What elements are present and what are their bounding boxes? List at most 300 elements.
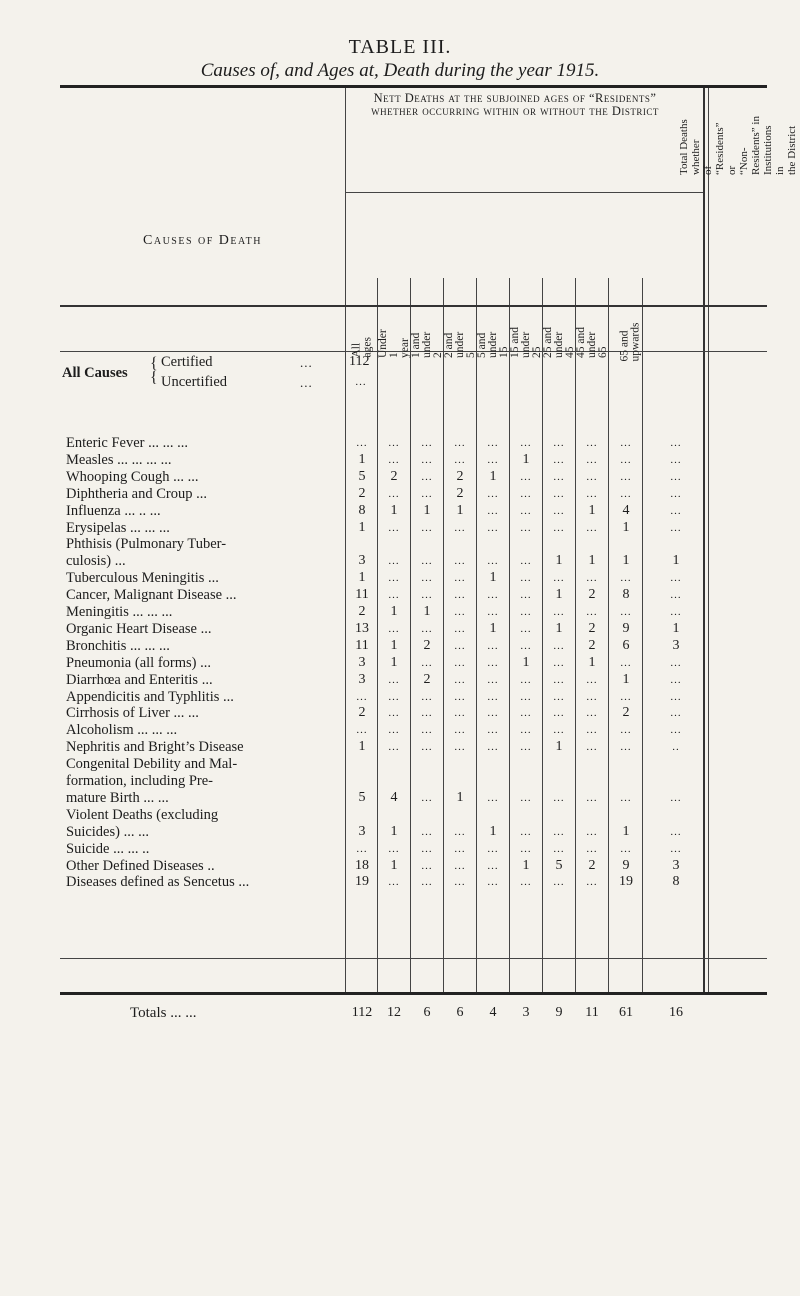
cause-value-cell: ... [421,741,433,754]
cause-value-cell: 1 [456,502,464,518]
cause-value-cell: ... [553,656,565,669]
cause-value-cell: ... [454,639,466,652]
cause-value-cell: ... [487,521,499,534]
cause-value-cell: ... [454,656,466,669]
cause-value-cell: ... [388,453,400,466]
cause-value-cell: ... [670,690,682,703]
cause-value-cell: 3 [358,823,366,839]
cause-value-cell: ... [670,572,682,585]
totals-value-cell: 61 [619,1005,633,1020]
all-causes-certified: Certified [161,354,213,370]
cause-value-cell: ... [670,707,682,720]
cause-value-cell: 19 [355,874,369,890]
cause-value-cell: 2 [390,468,398,484]
cause-value-cell: ... [454,572,466,585]
cause-value-cell: ... [670,470,682,483]
all-causes-uncertified-value: ... [355,376,367,388]
all-causes-label: All Causes [62,365,128,381]
cause-value-cell: ... [620,470,632,483]
cause-value-cell: ... [586,453,598,466]
cause-value-cell: ... [670,589,682,602]
totals-value-cell: 112 [351,1005,373,1020]
all-causes-uncertified: Uncertified [161,374,228,390]
cause-value-cell: ... [620,606,632,618]
cause-value-cell: 1 [423,604,431,619]
all-causes-brace: { { [150,355,158,386]
cause-label: Congenital Debility and Mal- [66,756,238,773]
cause-label: Other Defined Diseases .. [66,857,215,874]
totals-value-cell: 3 [522,1005,530,1020]
cause-value-cell: ... [454,842,466,855]
cause-value-cell: ... [421,487,433,500]
cause-value-cell: ... [553,453,565,466]
cause-value-cell: 3 [358,553,366,569]
cause-value-cell: ... [670,842,682,855]
cause-value-cell: ... [553,606,565,618]
cause-value-cell: ... [356,437,368,449]
rule-col9 [642,278,643,992]
cause-value-cell: ... [520,504,532,517]
cause-value-cell: 1 [622,823,630,839]
cause-value-cell: 3 [358,671,366,687]
cause-value-cell: ... [487,606,499,618]
cause-value-cell: ... [586,690,598,703]
cause-value-cell: ... [487,589,499,602]
cause-value-cell: 1 [390,502,398,518]
cause-value-cell: ... [454,622,466,635]
cause-label: Diseases defined as Sencetus ... [66,874,250,891]
cause-value-cell: ... [421,859,433,872]
age-column-header-text: 25 and under 45 [542,326,576,358]
cause-value-cell: 1 [358,451,366,467]
cause-label: Cirrhosis of Liver ... ... [66,705,199,722]
cause-value-cell: 4 [622,502,630,518]
cause-value-cell: ... [620,437,632,449]
age-column-header [379,282,410,402]
cause-value-cell: ... [421,825,433,838]
age-column-header-text: 5 and under 15 [476,331,510,358]
cause-value-cell: ... [620,741,632,754]
cause-value-cell: 1 [622,553,630,569]
rule-subhead [345,192,703,193]
cause-value-cell: ... [388,673,400,686]
cause-value-cell: 2 [456,485,464,501]
cause-value-cell: ... [454,521,466,534]
cause-value-cell: 8 [672,874,680,890]
cause-value-cell: 5 [358,789,366,805]
cause-value-cell: ... [586,876,598,889]
cause-value-cell: ... [586,487,598,500]
cause-value-cell: ... [454,606,466,618]
cause-value-cell: ... [388,842,400,855]
cause-value-cell: 1 [555,620,563,636]
cause-value-cell: ... [454,589,466,602]
cause-value-cell: ... [553,825,565,838]
cause-label: Suicide ... ... .. [66,840,150,857]
cause-value-cell: 2 [588,587,596,603]
age-column-header [445,282,476,402]
cause-value-cell: 2 [358,485,366,501]
age-column-header [544,282,575,402]
cause-value-cell: ... [620,842,632,855]
cause-value-cell: ... [388,724,400,737]
cause-value-cell: ... [388,690,400,703]
cause-value-cell: ... [520,825,532,838]
cause-value-cell: ... [520,437,532,449]
cause-value-cell: ... [421,724,433,737]
cause-value-cell: ... [620,791,632,804]
cause-value-cell: ... [586,842,598,855]
cause-value-cell: ... [454,859,466,872]
cause-value-cell: 6 [622,637,630,653]
all-causes-certified-dots: ... [300,355,313,370]
cause-value-cell: ... [487,690,499,703]
cause-value-cell: ... [487,453,499,466]
cause-value-cell: ... [520,876,532,889]
cause-value-cell: ... [421,572,433,585]
cause-value-cell: ... [487,741,499,754]
cause-value-cell: ... [388,707,400,720]
table-title: TABLE III. [348,36,452,58]
cause-value-cell: ... [454,437,466,449]
cause-value-cell: ... [520,842,532,855]
rule-col4 [476,278,477,992]
cause-value-cell: ... [520,741,532,754]
cause-label: Influenza ... .. ... [66,502,161,519]
cause-value-cell: 1 [390,604,398,619]
cause-value-cell: 1 [622,671,630,687]
cause-value-cell: ... [388,487,400,500]
cause-value-cell: 13 [355,620,369,636]
cause-value-cell: 2 [423,637,431,653]
cause-value-cell: ... [454,707,466,720]
cause-value-cell: 1 [489,620,497,636]
cause-label: Pneumonia (all forms) ... [66,654,211,671]
age-column-header-text: 15 and under 25 [509,326,543,358]
cause-value-cell: 1 [423,502,431,518]
cause-value-cell: ... [670,504,682,517]
cause-value-cell: ... [421,589,433,602]
age-column-header [611,282,642,402]
rule-col2 [410,278,411,992]
cause-value-cell: 1 [522,451,530,467]
cause-value-cell: ... [421,842,433,855]
cause-value-cell: ... [520,673,532,686]
cause-value-cell: 2 [423,671,431,687]
cause-value-cell: ... [388,622,400,635]
cause-value-cell: 2 [588,620,596,636]
cause-value-cell: ... [670,521,682,534]
cause-label: Meningitis ... ... ... [66,604,173,620]
cause-value-cell: ... [553,487,565,500]
cause-value-cell: 2 [456,468,464,484]
cause-value-cell: ... [487,842,499,855]
cause-value-cell: ... [670,606,682,618]
cause-value-cell: ... [620,453,632,466]
cause-value-cell: 1 [555,553,563,569]
cause-value-cell: ... [553,876,565,889]
cause-label: Suicides) ... ... [66,823,149,840]
cause-value-cell: ... [553,521,565,534]
cause-value-cell: ... [553,639,565,652]
cause-value-cell: ... [487,859,499,872]
cause-label: Tuberculous Meningitis ... [66,570,219,587]
cause-value-cell: ... [670,453,682,466]
cause-value-cell: 2 [588,637,596,653]
cause-label: Measles ... ... ... ... [66,451,172,468]
cause-label: Bronchitis ... ... ... [66,637,170,654]
cause-value-cell: ... [620,690,632,703]
cause-label: Nephritis and Bright’s Disease [66,739,244,756]
total-deaths-header-text: Total Deaths whether of “Residents” or “Non-Residents” in Institutions in the District [678,116,798,175]
cause-value-cell: 1 [555,587,563,603]
age-column-header [412,282,443,402]
table-subtitle: Causes of, and Ages at, Death during the year 1915. [200,60,600,81]
cause-value-cell: ... [388,876,400,889]
cause-value-cell: ... [421,707,433,720]
cause-value-cell: ... [487,876,499,889]
cause-value-cell: ... [421,876,433,889]
cause-label: Whooping Cough ... ... [66,468,199,485]
totals-value-cell: 11 [585,1005,599,1020]
cause-value-cell: ... [553,437,565,449]
totals-value-cell: 16 [669,1005,683,1020]
cause-value-cell: ... [454,741,466,754]
cause-value-cell: ... [487,437,499,449]
cause-value-cell: ... [520,470,532,483]
cause-value-cell: 1 [358,570,366,586]
nett-deaths-header: Nett Deaths at the subjoined ages of “Residents” whether occurring within or without the District [371,91,659,118]
cause-value-cell: 9 [622,620,630,636]
totals-value-cell: 9 [555,1005,563,1020]
cause-value-cell: 3 [358,654,366,670]
age-column-header-text: 65 and upwards [618,322,642,362]
cause-value-cell: 1 [390,654,398,670]
cause-label: mature Birth ... ... [66,789,169,806]
age-column-header-text: Under 1 year [377,328,411,358]
cause-value-cell: 1 [555,739,563,755]
cause-value-cell: ... [620,724,632,737]
totals-value-cell: 6 [456,1005,464,1020]
cause-value-cell: ... [553,470,565,483]
cause-value-cell: ... [388,521,400,534]
cause-value-cell: ... [388,741,400,754]
cause-value-cell: ... [388,589,400,602]
cause-value-cell: 8 [358,502,366,518]
cause-value-cell: ... [421,690,433,703]
all-causes-uncertified-dots: ... [300,375,313,390]
cause-label: Diarrhœa and Enteritis ... [66,671,213,688]
cause-value-cell: ... [520,707,532,720]
cause-value-cell: ... [670,437,682,449]
cause-value-cell: 19 [619,874,633,890]
cause-value-cell: ... [553,673,565,686]
cause-value-cell: ... [586,724,598,737]
cause-value-cell: ... [388,572,400,585]
cause-value-cell: ... [487,504,499,517]
cause-value-cell: ... [620,572,632,585]
rule-col8 [608,278,609,992]
cause-value-cell: 1 [522,654,530,670]
cause-value-cell: ... [586,521,598,534]
cause-value-cell: ... [487,487,499,500]
cause-value-cell: ... [620,487,632,500]
cause-value-cell: 2 [358,604,366,619]
cause-value-cell: ... [487,724,499,737]
cause-value-cell: 1 [489,823,497,839]
cause-label: Phthisis (Pulmonary Tuber- [66,536,227,553]
rule-totals [60,958,767,959]
cause-value-cell: ... [586,707,598,720]
cause-value-cell: 1 [390,637,398,653]
cause-value-cell: ... [356,842,368,855]
cause-value-cell: ... [520,690,532,703]
cause-value-cell: ... [454,555,466,568]
cause-value-cell: ... [487,673,499,686]
cause-value-cell: ... [421,622,433,635]
cause-label: Erysipelas ... ... ... [66,519,170,536]
rule-total [703,88,705,992]
rule-col7 [575,278,576,992]
cause-value-cell: ... [520,791,532,804]
cause-value-cell: ... [388,437,400,449]
cause-value-cell: 1 [672,620,680,636]
cause-label: Organic Heart Disease ... [66,620,212,637]
cause-label: formation, including Pre- [66,773,213,789]
totals-value-cell: 4 [489,1005,497,1020]
cause-value-cell: 9 [622,857,630,873]
cause-value-cell: ... [520,606,532,618]
cause-value-cell: 3 [672,637,680,653]
cause-label: Enteric Fever ... ... ... [66,435,189,451]
cause-value-cell: ... [553,572,565,585]
cause-value-cell: 11 [355,637,369,653]
cause-value-cell: ... [454,690,466,703]
cause-value-cell: ... [670,673,682,686]
cause-value-cell: ... [520,724,532,737]
rule-col3 [443,278,444,992]
totals-label: Totals ... ... [130,1005,197,1021]
cause-value-cell: ... [421,555,433,568]
cause-value-cell: ... [487,555,499,568]
cause-value-cell: ... [421,521,433,534]
age-column-header [577,282,608,402]
cause-label: Alcoholism ... ... ... [66,722,178,739]
cause-value-cell: ... [520,622,532,635]
cause-value-cell: ... [553,842,565,855]
cause-value-cell: 1 [489,570,497,586]
cause-value-cell: ... [421,656,433,669]
cause-label: culosis) ... [66,553,126,570]
rule-total-2 [708,88,709,992]
cause-value-cell: ... [586,825,598,838]
cause-label: Cancer, Malignant Disease ... [66,587,237,604]
cause-value-cell: ... [487,656,499,669]
age-column-header-text: 45 and under 65 [575,326,609,358]
cause-value-cell: 2 [588,857,596,873]
cause-value-cell: ... [553,707,565,720]
cause-value-cell: 2 [358,705,366,721]
age-column-header-text: All ages [350,337,374,358]
cause-value-cell: 1 [588,502,596,518]
cause-value-cell: 5 [555,857,563,873]
cause-value-cell: 1 [390,823,398,839]
cause-value-cell: ... [454,724,466,737]
cause-value-cell: ... [421,437,433,449]
cause-value-cell: 1 [522,857,530,873]
cause-value-cell: ... [520,589,532,602]
age-column-header-text: 1 and under 2 [410,331,444,358]
cause-value-cell: ... [553,791,565,804]
age-column-header [478,282,509,402]
cause-value-cell: ... [454,673,466,686]
cause-value-cell: ... [553,690,565,703]
cause-value-cell: ... [586,673,598,686]
cause-value-cell: ... [487,791,499,804]
cause-value-cell: 1 [456,789,464,805]
cause-value-cell: 5 [358,468,366,484]
cause-value-cell: ... [421,791,433,804]
cause-value-cell: 1 [622,519,630,535]
cause-value-cell: .. [672,741,680,754]
cause-value-cell: 1 [588,553,596,569]
cause-value-cell: ... [670,487,682,500]
totals-value-cell: 6 [423,1005,431,1020]
cause-value-cell: 4 [390,789,398,805]
total-deaths-header [678,90,798,200]
cause-value-cell: ... [421,470,433,483]
cause-value-cell: ... [520,572,532,585]
age-column-header-text: 2 and under 5 [443,331,477,358]
totals-value-cell: 12 [387,1005,401,1020]
cause-value-cell: ... [454,453,466,466]
cause-value-cell: 18 [355,857,369,873]
cause-value-cell: ... [520,639,532,652]
cause-value-cell: 1 [390,857,398,873]
age-column-header [511,282,542,402]
cause-label: Diphtheria and Croup ... [66,485,207,502]
cause-value-cell: ... [388,555,400,568]
cause-value-cell: 11 [355,587,369,603]
cause-value-cell: ... [670,825,682,838]
cause-value-cell: ... [356,690,368,703]
cause-value-cell: ... [553,724,565,737]
cause-value-cell: 1 [358,739,366,755]
cause-value-cell: ... [586,572,598,585]
cause-value-cell: ... [487,707,499,720]
cause-value-cell: 1 [588,654,596,670]
rule-col5 [509,278,510,992]
cause-value-cell: ... [670,656,682,669]
cause-value-cell: ... [454,825,466,838]
cause-value-cell: 8 [622,587,630,603]
cause-value-cell: ... [586,741,598,754]
cause-value-cell: ... [586,470,598,483]
cause-value-cell: 2 [622,705,630,721]
cause-value-cell: 1 [358,519,366,535]
cause-value-cell: ... [586,791,598,804]
cause-label: Violent Deaths (excluding [66,806,219,823]
cause-value-cell: ... [520,521,532,534]
cause-value-cell: ... [356,724,368,737]
cause-value-cell: 1 [672,553,680,569]
cause-value-cell: ... [586,606,598,618]
all-causes-certified-value: 112 [349,354,370,369]
cause-value-cell: 1 [489,468,497,484]
cause-value-cell: ... [520,487,532,500]
cause-value-cell: ... [520,555,532,568]
cause-value-cell: ... [421,453,433,466]
